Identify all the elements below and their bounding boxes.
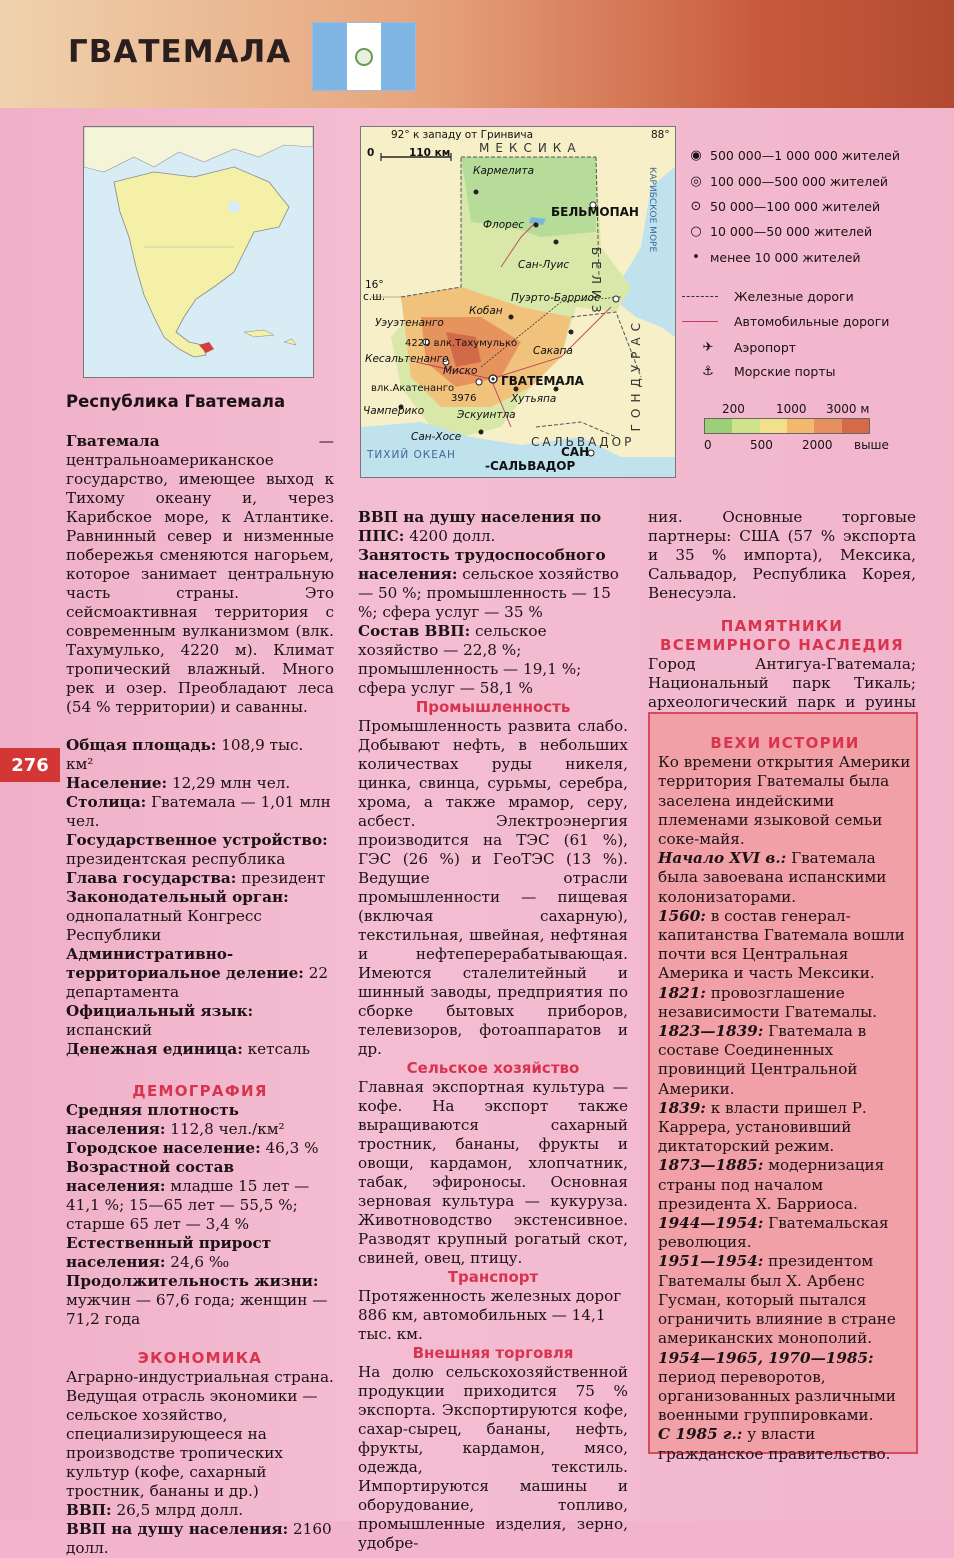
country-belize: БЕЛИЗ [589,247,603,319]
height-above: выше [854,438,889,452]
city-dot-icon: ⊙ [690,198,702,214]
section-history: ВЕХИ ИСТОРИИ [710,734,860,752]
legend-pop-3: ⊙ 50 000—100 000 жителей [682,197,880,215]
fact-row-3: Государственное устройство: президентская республика [66,831,328,868]
agriculture-text: Главная экспортная культура — кофе. На экспорт также выращиваются сахарный тростник, бананы, фрукты и овощи, кардамон, хлопчатник, табак, эфироносы. Основная зерновая культура — кукуруза. Животноводство экстенсивное. Разводят крупный рогатый скот, свиней, овец, птицу. [358,1078,628,1267]
city-san-salvador-2: -САЛЬВАДОР [485,459,576,473]
lat-label-2: с.ш. [363,291,386,303]
section-heritage-1: ПАМЯТНИКИ [720,617,844,635]
section-industry: Промышленность [415,698,571,716]
height-500: 500 [750,438,773,452]
history-item-7: 1951—1954: президентом Гватемалы был Х. Арбенс Гусман, который пытался ограничить влияние в стране американских монополий. [658,1252,896,1348]
ocean-label: ТИХИЙ ОКЕАН [367,449,456,461]
history-item-2: 1821: провозглашение независимости Гватемалы. [658,983,878,1021]
map-meridian-88-label: 88° [651,129,670,141]
legend-pop-2: ◎ 100 000—500 000 жителей [682,172,888,190]
history-item-3: 1823—1839: Гватемала в составе Соединенных провинций Центральной Америки. [658,1022,867,1098]
city-escuintla: Эскуинтла [457,409,516,421]
city-dot-icon: ○ [690,223,702,239]
section-heritage-2: ВСЕМИРНОГО НАСЛЕДИЯ [659,636,905,654]
legend-ports: ⚓ Морские порты [682,362,835,380]
legend-pop-4: ○ 10 000—50 000 жителей [682,222,872,240]
history-item-5: 1873—1885: модернизация страны под началом президента Х. Барриоса. [658,1156,885,1213]
economy-fact-row-2: Состав ВВП: сельское хозяйство — 22,8 %; промышленность — 19,1 %; сфера услуг — 58,1 % [358,622,582,697]
map-legend [682,140,944,480]
republic-title: Республика Гватемала [66,392,286,411]
section-transport: Транспорт [447,1268,539,1286]
legend-pop-1: ◉ 500 000—1 000 000 жителей [682,146,900,164]
page-title: ГВАТЕМАЛА [68,34,292,70]
section-agriculture: Сельское хозяйство [406,1059,580,1077]
economy-fact-row-1: Занятость трудоспособного населения: сельское хозяйство — 50 %; промышленность — 15 %; сфера услуг — 35 % [358,546,619,621]
city-san-luis: Сан-Луис [518,259,570,271]
fact-row-0: Общая площадь: 108,9 тыс. км² [66,736,304,773]
city-guatemala-capital: ГВАТЕМАЛА [501,374,584,388]
railway-line-icon [682,296,718,297]
demography-row-4: Продолжительность жизни: мужчин — 67,6 года; женщин — 71,2 года [66,1272,328,1328]
country-salvador: САЛЬВАДОР [531,435,635,449]
city-flores: Флорес [483,219,525,231]
history-item-4: 1839: к власти пришел Р. Каррера, установивший диктаторский режим. [658,1098,867,1156]
height-0: 0 [704,438,712,452]
city-san-jose: Сан-Хосе [411,431,462,443]
volcano-acatenango-height: 3976 [451,393,477,404]
city-mixco: Миско [443,365,478,377]
fact-row-5: Законодательный орган: однопалатный Конгресс Республики [66,888,289,944]
demography-row-2: Возрастной состав населения: младше 15 лет — 41,1 %; 15—65 лет — 55,5 %; старше 65 лет — 3,4 % [66,1158,310,1233]
left-column [66,432,334,1558]
economy-fact-row-0: ВВП на душу населения по ППС: 4200 долл. [358,508,602,545]
history-item-9: С 1985 г.: у власти гражданское правительство. [658,1425,891,1463]
city-champerico: Чамперико [363,405,425,417]
header-band [0,0,954,108]
city-coban: Кобан [469,305,503,317]
history-box [648,712,918,1463]
industry-text: Промышленность развита слабо. Добывают нефть, в небольших количествах руды никеля, цинка, свинца, сурьмы, серебра, хрома, а также мрамор, серу, асбест. Электроэнергия производится на ТЭС (61 %), ГЭС (26 %) и ГеоТЭС (13 %). Ведущие отрасли промышленности — пищевая (включая сахарную), текстильная, швейная, нефтяная и нефтеперерабатывающая. Имеются сталелитейный и шинный заводы, предприятия по сборке бытовых приборов, телевизоров, фотоаппаратов и др. [358,717,628,1058]
scale-label: 110 км [409,147,451,159]
fact-row-6: Административно-территориальное деление: 22 департамента [66,945,329,1001]
lat-label: 16° [365,279,384,291]
country-honduras: ГОНДУРАС [629,317,643,432]
fact-row-2: Столица: Гватемала — 1,01 млн чел. [66,793,331,830]
demography-row-0: Средняя плотность населения: 112,8 чел./км² [66,1101,285,1138]
anchor-icon: ⚓ [702,363,714,379]
city-dot-icon: ◉ [690,147,702,163]
section-economy: ЭКОНОМИКА [137,1349,263,1367]
page-number: 276 [0,748,60,782]
volcano-acatenango: влк.Акатенанго [371,383,455,394]
volcano-tajumulco: 4220 влк.Тахумулько [405,338,518,349]
road-line-icon [682,321,718,322]
map-meridian-label: 92° к западу от Гринвича [391,129,534,141]
height-3000: 3000 м [826,402,870,416]
fact-row-8: Денежная единица: кетсаль [66,1040,311,1058]
height-2000: 2000 [802,438,833,452]
city-sakapa: Сакапа [533,345,573,357]
fact-row-1: Население: 12,29 млн чел. [66,774,291,792]
gdp-row-1: ВВП на душу населения: 2160 долл. [66,1520,332,1557]
legend-airport: ✈ Аэропорт [682,338,796,356]
height-color-scale [704,418,870,434]
inset-map [83,126,314,378]
fact-row-4: Глава государства: президент [66,869,326,887]
middle-column [358,508,628,1553]
city-quetzaltenango: Кесальтенанго [365,353,449,365]
guatemala-flag-icon [313,23,415,90]
demography-row-1: Городское население: 46,3 % [66,1139,319,1157]
trade-continued: ния. Основные торговые партнеры: США (57 % экспорта и 35 % импорта), Мексика, Сальвадор, Республика Корея, Венесуэла. [648,508,916,602]
city-dot-icon: • [692,249,700,265]
history-item-0: Начало XVI в.: Гватемала была завоевана испанскими колонизаторами. [658,849,887,906]
economy-text: Аграрно-индустриальная страна. Ведущая отрасль экономики — сельское хозяйство, специализирующееся на производстве тропических культур (кофе, сахарный тростник, бананы и др.) [66,1368,334,1500]
gdp-row-0: ВВП: 26,5 млрд долл. [66,1501,244,1519]
trade-text: На долю сельскохозяйственной продукции приходится 75 % экспорта. Экспортируются кофе, сахар-сырец, бананы, нефть, фрукты, кардамон, мясо, одежда, текстиль. Импортируются машины и оборудование, топливо, промышленные изделия, зерно, удобре- [358,1363,628,1552]
right-column [648,508,916,731]
guatemala-map [360,126,676,478]
history-item-6: 1944—1954: Гватемальская революция. [658,1214,889,1252]
scale-zero: 0 [367,147,375,159]
history-item-8: 1954—1965, 1970—1985: период переворотов, организованных различными военными группировками. [658,1348,896,1425]
transport-text: Протяженность железных дорог 886 км, автомобильных — 14,1 тыс. км. [358,1287,622,1343]
country-mexico: МЕКСИКА [479,141,582,155]
city-puerto-barrios: Пуэрто-Барриос [511,292,600,304]
legend-pop-5: • менее 10 000 жителей [682,248,861,266]
city-carmelita: Кармелита [473,165,535,177]
city-dot-icon: ◎ [690,173,702,189]
fact-row-7: Официальный язык: испанский [66,1002,254,1039]
city-jutiapa: Хутьяпа [511,393,557,405]
north-america-map-icon [84,127,313,377]
airplane-icon: ✈ [702,339,714,355]
height-1000: 1000 [776,402,807,416]
height-200: 200 [722,402,745,416]
legend-railways: Железные дороги [682,287,854,305]
history-intro: Ко времени открытия Америки территория Гватемалы была заселена индейскими племенами языковой семьи соке-майя. [658,753,911,849]
heritage-text: Город Антигуа-Гватемала; Национальный парк Тикаль; археологический парк и руины [648,655,916,711]
demography-row-3: Естественный прирост населения: 24,6 ‰ [66,1234,272,1271]
caribbean-label: КАРИБСКОЕ МОРЕ [647,167,657,253]
section-demography: ДЕМОГРАФИЯ [132,1082,268,1100]
city-huehuetenango: Уэуэтенанго [375,317,444,329]
history-item-1: 1560: в состав генерал-капитанства Гватемала вошли почти вся Центральная Америка и часть Мексики. [658,906,905,983]
legend-roads: Автомобильные дороги [682,312,889,330]
city-belmopan: БЕЛЬМОПАН [551,205,639,219]
section-trade: Внешняя торговля [412,1344,574,1362]
intro-paragraph: Гватемала — центральноамериканское государство, имеющее выход к Тихому океану и, через Карибское море, к Атлантике. Равнинный север и низменные побережья сменяются нагорьем, которое занимает центральную часть страны. Это сейсмоактивная территория с современным вулканизмом (влк. Тахумулько, 4220 м). Климат тропический влажный. Много рек и озер. Преобладают леса (54 % территории) и саванны. [66,432,334,716]
city-san-salvador-1: САН [561,445,590,459]
